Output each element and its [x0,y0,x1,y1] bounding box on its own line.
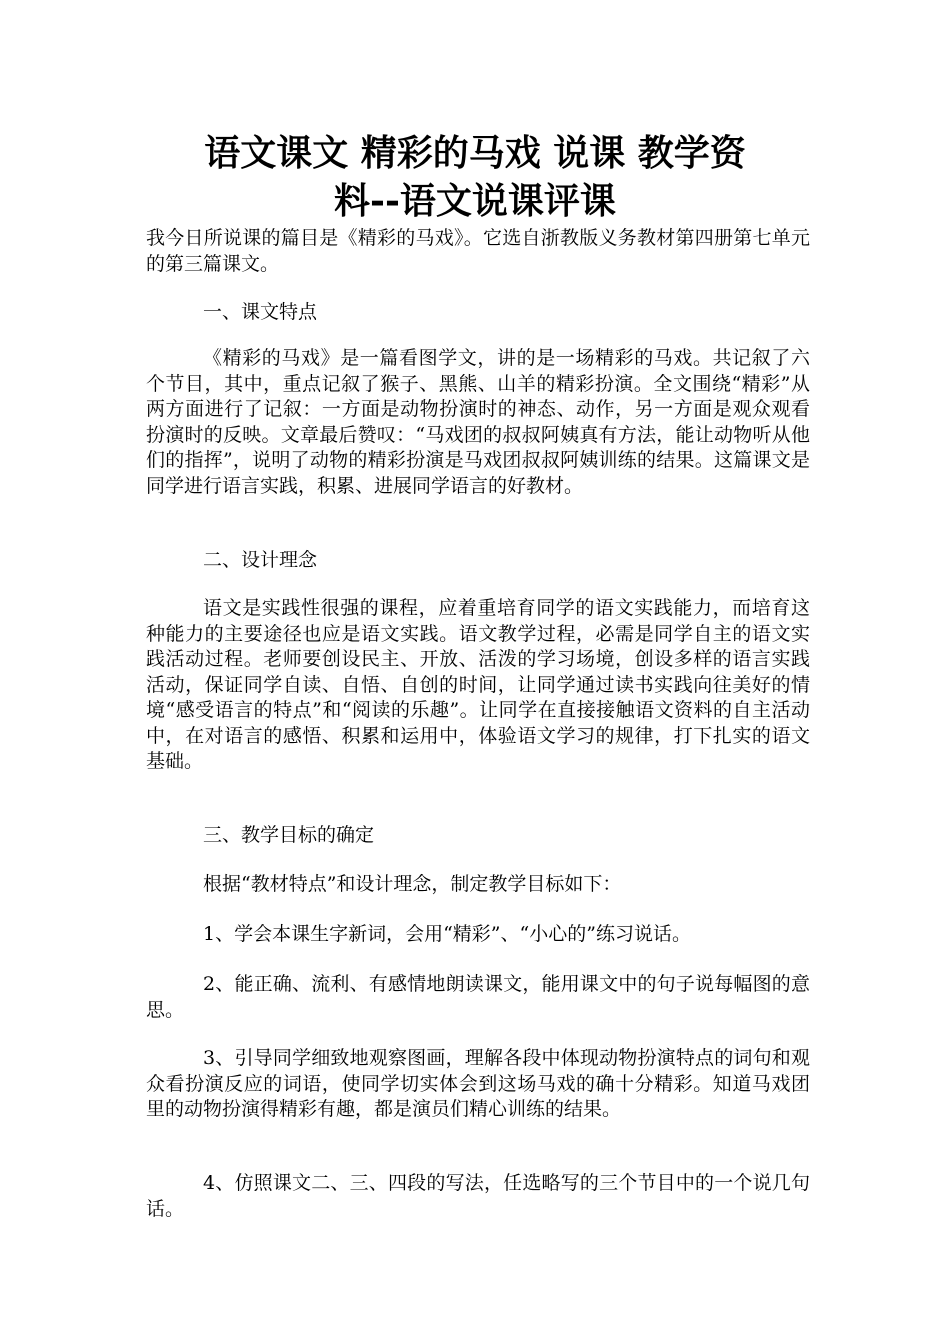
teaching-goals-intro: 根据“教材特点”和设计理念，制定教学目标如下： [203,873,622,895]
section-heading-teaching-goals: 三、教学目标的确定 [203,824,375,846]
goal-item-4: 4、仿照课文二、三、四段的写法，任选略写的三个节目中的一个说几句话。 [146,1172,810,1220]
goal-item-3: 3、引导同学细致地观察图画，理解各段中体现动物扮演特点的词句和观众看扮演反应的词语，使同学切实体会到这场马戏的确十分精彩。知道马戏团里的动物扮演得精彩有趣，都是演员们精心训练的结果。 [146,1047,810,1120]
intro-paragraph: 我今日所说课的篇目是《精彩的马戏》。它选自浙教版义务教材第四册第七单元的第三篇课文。 [146,227,810,275]
goal-item-2: 2、能正确、流利、有感情地朗读课文，能用课文中的句子说每幅图的意思。 [146,973,810,1021]
goal-item-1: 1、学会本课生字新词，会用“精彩”、“小心的”练习说话。 [203,923,691,945]
document-title-line-1: 语文课文 精彩的马戏 说课 教学资 [204,132,746,174]
document-title-line-2: 料--语文说课评课 [334,180,616,222]
design-concept-paragraph: 语文是实践性很强的课程，应着重培育同学的语文实践能力，而培育这种能力的主要途径也应是语文实践。语文教学过程，必需是同学自主的语文实践活动过程。老师要创设民主、开放、活泼的学习场境，创设多样的语言实践活动，保证同学自读、自悟、自创的时间，让同学通过读书实践向往美好的情境“感受语言的特点”和“阅读的乐趣”。让同学在直接接触语文资料的自主活动中，在对语言的感悟、积累和运用中，体验语文学习的规律，打下扎实的语文基础。 [146,597,810,772]
text-features-paragraph: 《精彩的马戏》是一篇看图学文，讲的是一场精彩的马戏。共记叙了六个节目，其中，重点记叙了猴子、黑熊、山羊的精彩扮演。全文围绕“精彩”从两方面进行了记叙：一方面是动物扮演时的神态、动作，另一方面是观众观看扮演时的反映。文章最后赞叹：“马戏团的叔叔阿姨真有方法，能让动物听从他们的指挥”，说明了动物的精彩扮演是马戏团叔叔阿姨训练的结果。这篇课文是同学进行语言实践，积累、进展同学语言的好教材。 [146,347,810,497]
section-heading-design-concept: 二、设计理念 [203,549,318,571]
section-heading-text-features: 一、课文特点 [203,301,318,323]
